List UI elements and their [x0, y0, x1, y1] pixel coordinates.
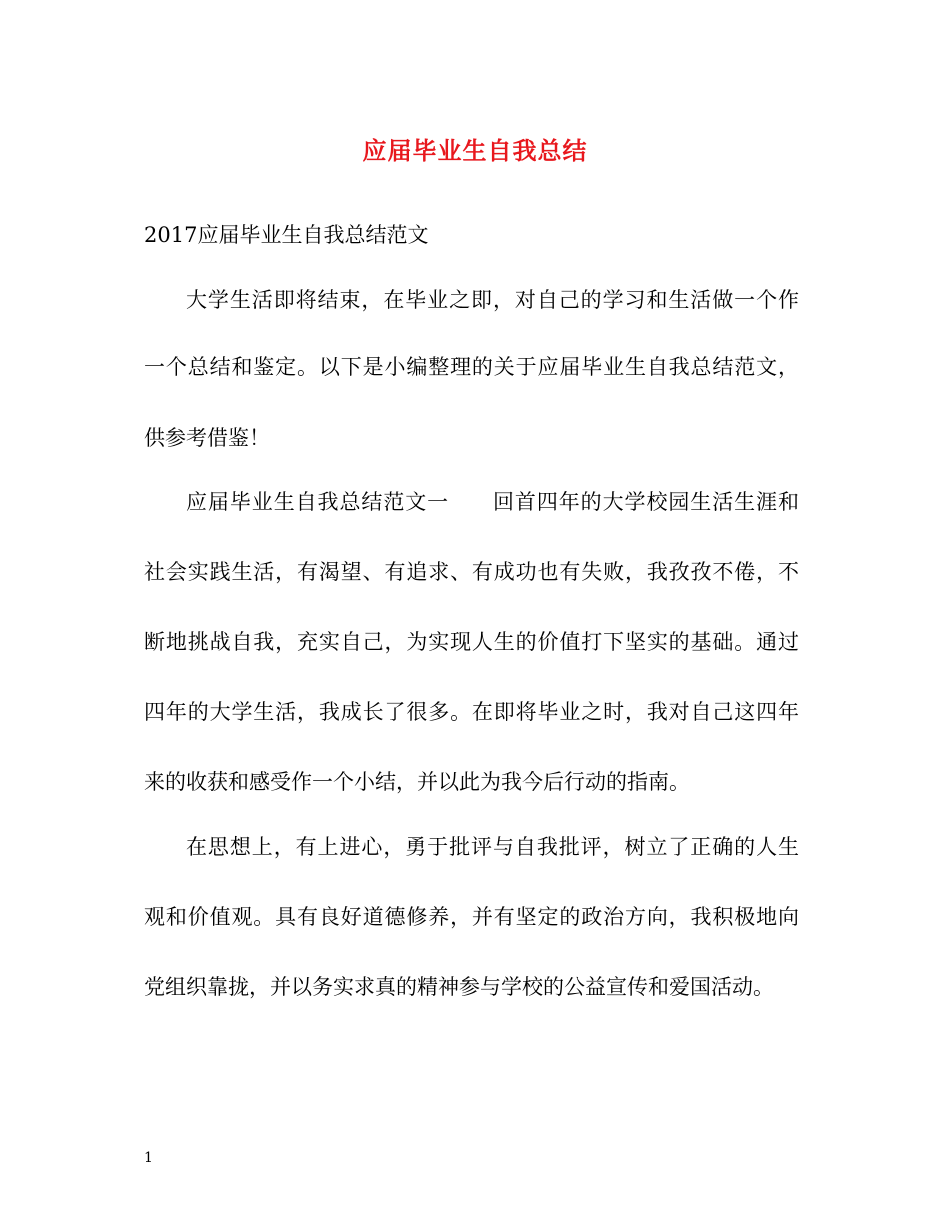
paragraph-line: 四年的大学生活，我成长了很多。在即将毕业之时，我对自己这四年: [144, 700, 799, 724]
paragraph-line: 供参考借鉴！: [144, 426, 270, 450]
paragraph-line: 应届毕业生自我总结范文一 回首四年的大学校园生活生涯和: [186, 490, 799, 514]
paragraph-line: 在思想上，有上进心，勇于批评与自我批评，树立了正确的人生: [186, 835, 799, 859]
paragraph-line: 党组织靠拢，并以务实求真的精神参与学校的公益宣传和爱国活动。: [144, 975, 774, 999]
paragraph-line: 断地挑战自我，充实自己，为实现人生的价值打下坚实的基础。通过: [144, 630, 799, 654]
paragraph-line: 大学生活即将结束，在毕业之即，对自己的学习和生活做一个作: [186, 288, 799, 312]
paragraph-line: 社会实践生活，有渴望、有追求、有成功也有失败，我孜孜不倦，不: [144, 560, 799, 584]
document-subtitle: 2017应届毕业生自我总结范文: [144, 223, 429, 247]
paragraph-line: 一个总结和鉴定。以下是小编整理的关于应届毕业生自我总结范文，: [144, 355, 799, 379]
document-title: 应届毕业生自我总结: [362, 136, 588, 165]
paragraph-line: 来的收获和感受作一个小结，并以此为我今后行动的指南。: [144, 770, 690, 794]
page-number: 1: [144, 1150, 153, 1166]
paragraph-line: 观和价值观。具有良好道德修养，并有坚定的政治方向，我积极地向: [144, 905, 799, 929]
